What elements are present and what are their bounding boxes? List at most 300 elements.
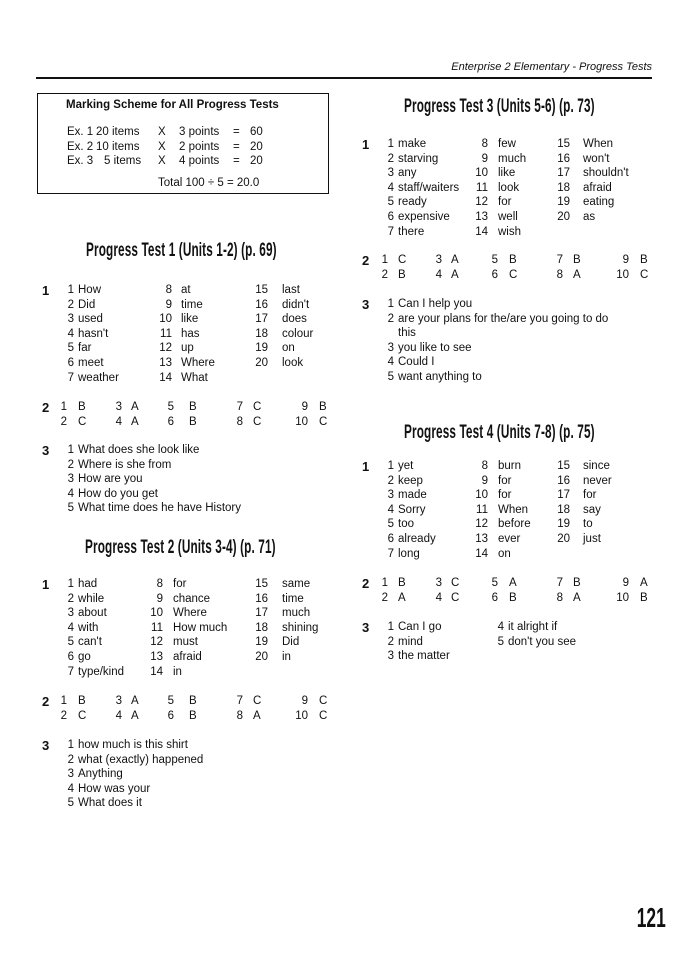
page-number: 121	[637, 902, 666, 933]
answer-text: with	[78, 621, 99, 634]
answer-text: for	[498, 474, 512, 487]
answer-letter: C	[451, 577, 460, 589]
answer-text: any	[398, 167, 417, 180]
answer-text: like	[181, 313, 199, 326]
answer-letter: C	[78, 415, 87, 428]
scheme-eq: =	[233, 126, 240, 138]
answer-text: you like to see	[398, 341, 472, 354]
answer-number: 10	[159, 313, 172, 326]
answer-number: 5	[497, 635, 504, 648]
scheme-ex: Ex. 2	[67, 140, 94, 153]
answer-number: 1	[67, 444, 74, 456]
answer-number: 17	[255, 607, 268, 620]
answer-text: yet	[398, 460, 414, 472]
answer-number: 9	[481, 152, 488, 165]
answer-number: 7	[556, 254, 563, 266]
answer-text: in	[173, 665, 182, 678]
answer-number: 5	[67, 502, 74, 515]
answer-number: 2	[67, 458, 74, 471]
answer-number: 2	[381, 591, 388, 604]
answer-text: since	[583, 460, 610, 472]
answer-number: 20	[255, 357, 268, 369]
exercise-number: 3	[42, 443, 50, 458]
answer-letter: A	[573, 268, 581, 281]
answer-text: Did	[282, 636, 300, 649]
answer-text: Where is she from	[78, 458, 172, 471]
section-title: Progress Test 1 (Units 1-2) (p. 69)	[86, 240, 277, 261]
answer-number: 6	[491, 591, 498, 604]
answer-text: Can I go	[398, 621, 442, 633]
answer-text: afraid	[583, 181, 612, 194]
section-title: Progress Test 4 (Units 7-8) (p. 75)	[404, 422, 595, 443]
answer-number: 9	[301, 401, 308, 413]
answer-number: 12	[159, 342, 172, 355]
scheme-x: X	[158, 140, 166, 153]
answer-number: 1	[67, 739, 74, 751]
marking-scheme-total: Total 100 ÷ 5 = 20.0	[158, 177, 260, 189]
answer-number: 1	[381, 254, 388, 266]
answer-text: in	[282, 651, 291, 663]
scheme-ex: Ex. 3	[67, 155, 94, 167]
answer-number: 3	[67, 768, 74, 781]
answer-letter: A	[451, 268, 459, 281]
exercise-number: 1	[42, 283, 50, 298]
exercise-number: 3	[362, 620, 370, 635]
answer-number: 2	[67, 753, 74, 766]
answer-text: What does it	[78, 797, 142, 810]
scheme-total: 20	[250, 155, 263, 167]
answer-number: 8	[165, 284, 172, 296]
scheme-items: 20 items	[96, 126, 140, 138]
answer-number: 5	[387, 196, 394, 209]
answer-number: 1	[60, 695, 67, 707]
answer-text: before	[498, 518, 531, 531]
answer-letter: C	[319, 709, 328, 722]
answer-number: 8	[156, 578, 163, 590]
answer-text: never	[583, 474, 612, 487]
answer-number: 12	[150, 636, 163, 649]
answer-text: make	[398, 138, 427, 150]
answer-text: Where	[181, 357, 215, 369]
answer-number: 16	[255, 592, 268, 605]
answer-text: Sorry	[398, 503, 426, 516]
answer-text: How are you	[78, 473, 143, 486]
answer-number: 18	[557, 181, 570, 194]
answer-letter: B	[509, 254, 517, 266]
answer-number: 7	[236, 401, 243, 413]
answer-text: for	[173, 578, 187, 590]
answer-number: 1	[387, 460, 394, 472]
answer-number: 6	[67, 357, 74, 369]
answer-text: must	[173, 636, 198, 649]
running-header: Enterprise 2 Elementary - Progress Tests	[451, 61, 652, 73]
answer-number: 6	[491, 268, 498, 281]
answer-letter: C	[253, 415, 262, 428]
answer-text: there	[398, 225, 425, 238]
answer-number: 4	[115, 709, 122, 722]
answer-letter: A	[131, 401, 139, 413]
answer-number: 2	[387, 312, 394, 325]
answer-letter: A	[509, 577, 517, 589]
answer-number: 2	[387, 152, 394, 165]
answer-number: 4	[67, 782, 74, 795]
answer-letter: A	[451, 254, 459, 266]
answer-letter: C	[253, 401, 262, 413]
exercise-number: 1	[362, 459, 370, 474]
answer-number: 11	[151, 621, 163, 634]
answer-text: didn't	[282, 298, 310, 311]
answer-text: When	[498, 503, 529, 516]
answer-number: 10	[150, 607, 163, 620]
answer-text: this	[398, 327, 416, 340]
answer-number: 11	[160, 327, 172, 340]
answer-number: 8	[481, 138, 488, 150]
answer-letter: A	[253, 709, 261, 722]
answer-text: for	[583, 489, 597, 502]
answer-number: 14	[475, 225, 488, 238]
answer-number: 4	[67, 621, 74, 634]
scheme-points: 3 points	[179, 126, 220, 138]
scheme-eq: =	[233, 155, 240, 167]
answer-text: on	[282, 342, 295, 355]
answer-number: 18	[557, 503, 570, 516]
answer-number: 8	[236, 415, 243, 428]
answer-text: weather	[78, 371, 119, 384]
answer-text: last	[282, 284, 300, 296]
answer-letter: C	[398, 254, 407, 266]
answer-number: 5	[67, 636, 74, 649]
answer-number: 4	[67, 487, 74, 500]
answer-text: can't	[78, 636, 102, 649]
answer-text: far	[78, 342, 92, 355]
answer-text: What does she look like	[78, 444, 200, 456]
answer-number: 15	[557, 138, 570, 150]
answer-number: 16	[557, 152, 570, 165]
answer-number: 6	[387, 533, 394, 545]
answer-text: about	[78, 607, 107, 620]
answer-number: 6	[387, 211, 394, 223]
answer-text: How	[78, 284, 102, 296]
answer-text: while	[78, 592, 105, 605]
answer-text: starving	[398, 152, 439, 165]
answer-number: 3	[115, 695, 122, 707]
answer-text: When	[583, 138, 614, 150]
answer-letter: C	[253, 695, 262, 707]
answer-number: 3	[67, 313, 74, 326]
answer-letter: B	[640, 254, 648, 266]
answer-number: 17	[557, 167, 570, 180]
answer-letter: B	[78, 401, 86, 413]
scheme-items: 10 items	[96, 140, 140, 153]
answer-text: go	[78, 651, 91, 663]
answer-number: 1	[67, 284, 74, 296]
scheme-x: X	[158, 126, 166, 138]
answer-number: 3	[387, 489, 394, 502]
answer-letter: C	[319, 695, 328, 707]
answer-number: 3	[115, 401, 122, 413]
answer-letter: A	[131, 709, 139, 722]
answer-letter: A	[573, 591, 581, 604]
answer-number: 9	[622, 577, 629, 589]
answer-text: staff/waiters	[398, 181, 460, 194]
scheme-points: 4 points	[179, 155, 220, 167]
section-title: Progress Test 2 (Units 3-4) (p. 71)	[85, 537, 276, 558]
answer-number: 8	[556, 591, 563, 604]
answer-text: the matter	[398, 650, 450, 663]
answer-number: 5	[67, 797, 74, 810]
answer-number: 13	[159, 357, 172, 369]
answer-text: meet	[78, 357, 104, 369]
answer-text: on	[498, 547, 511, 560]
answer-number: 5	[387, 518, 394, 531]
answer-letter: B	[640, 591, 648, 604]
answer-number: 4	[67, 327, 74, 340]
answer-number: 2	[60, 709, 67, 722]
answer-number: 1	[381, 577, 388, 589]
answer-number: 1	[60, 401, 67, 413]
answer-text: up	[181, 342, 194, 355]
answer-number: 3	[387, 650, 394, 663]
answer-text: shouldn't	[583, 167, 629, 180]
answer-number: 4	[387, 181, 394, 194]
answer-text: like	[498, 167, 516, 180]
answer-text: look	[498, 181, 520, 194]
answer-number: 4	[115, 415, 122, 428]
answer-number: 5	[67, 342, 74, 355]
answer-letter: A	[131, 415, 139, 428]
answer-text: say	[583, 503, 601, 516]
answer-number: 7	[67, 665, 74, 678]
answer-number: 2	[381, 268, 388, 281]
answer-letter: A	[398, 591, 406, 604]
answer-number: 5	[491, 254, 498, 266]
answer-number: 2	[387, 635, 394, 648]
section-title: Progress Test 3 (Units 5-6) (p. 73)	[404, 96, 595, 117]
answer-letter: B	[573, 577, 581, 589]
answer-number: 1	[387, 298, 394, 310]
answer-number: 7	[387, 547, 394, 560]
answer-number: 18	[255, 327, 268, 340]
answer-text: made	[398, 489, 427, 502]
answer-number: 14	[159, 371, 172, 384]
answer-number: 7	[236, 695, 243, 707]
answer-letter: C	[451, 591, 460, 604]
answer-text: Can I help you	[398, 298, 473, 310]
answer-text: long	[398, 547, 420, 560]
answer-number: 10	[295, 415, 308, 428]
answer-number: 3	[387, 341, 394, 354]
answer-text: afraid	[173, 651, 202, 663]
answer-text: What time does he have History	[78, 502, 241, 515]
answer-number: 3	[435, 577, 442, 589]
answer-text: expensive	[398, 211, 450, 223]
answer-text: type/kind	[78, 665, 125, 678]
answer-letter: A	[640, 577, 648, 589]
answer-text: for	[498, 489, 512, 502]
answer-text: time	[181, 298, 203, 311]
answer-number: 5	[491, 577, 498, 589]
answer-number: 9	[165, 298, 172, 311]
answer-number: 13	[475, 211, 488, 223]
answer-number: 2	[60, 415, 67, 428]
answer-letter: B	[189, 709, 197, 722]
answer-text: same	[282, 578, 311, 590]
answer-number: 10	[475, 489, 488, 502]
answer-number: 20	[557, 211, 570, 223]
answer-number: 7	[556, 577, 563, 589]
answer-number: 6	[167, 709, 174, 722]
answer-text: How much	[173, 621, 228, 634]
answer-letter: B	[509, 591, 517, 604]
answer-text: well	[498, 211, 518, 223]
answer-text: shining	[282, 621, 319, 634]
answer-number: 5	[387, 371, 394, 383]
answer-number: 6	[67, 651, 74, 663]
answer-text: Anything	[78, 768, 123, 781]
answer-letter: C	[509, 268, 518, 281]
answer-number: 5	[167, 401, 174, 413]
answer-number: 12	[475, 196, 488, 209]
answer-text: ready	[398, 196, 427, 209]
answer-number: 9	[301, 695, 308, 707]
answer-number: 20	[557, 533, 570, 545]
answer-text: it alright if	[508, 621, 558, 633]
answer-number: 17	[255, 313, 268, 326]
exercise-number: 2	[42, 400, 50, 415]
answer-number: 16	[557, 474, 570, 487]
answer-text: time	[282, 592, 304, 605]
answer-number: 3	[67, 607, 74, 620]
scheme-total: 60	[250, 126, 263, 138]
answer-text: hasn't	[78, 327, 109, 340]
answer-number: 18	[255, 621, 268, 634]
answer-number: 4	[435, 591, 442, 604]
answer-letter: B	[189, 415, 197, 428]
exercise-number: 1	[42, 577, 50, 592]
answer-text: already	[398, 533, 436, 545]
answer-number: 19	[255, 636, 268, 649]
answer-text: just	[583, 533, 601, 545]
answer-text: ever	[498, 533, 521, 545]
answer-text: don't you see	[508, 635, 577, 648]
scheme-total: 20	[250, 140, 263, 153]
answer-text: How was your	[78, 782, 151, 795]
answer-number: 14	[475, 547, 488, 560]
answer-text: had	[78, 578, 98, 590]
answer-text: used	[78, 313, 103, 326]
answer-number: 3	[67, 473, 74, 486]
answer-text: has	[181, 327, 200, 340]
exercise-number: 1	[362, 137, 370, 152]
answer-text: does	[282, 313, 307, 326]
answer-number: 9	[622, 254, 629, 266]
exercise-number: 3	[42, 738, 50, 753]
marking-scheme-title: Marking Scheme for All Progress Tests	[66, 99, 279, 111]
answer-text: too	[398, 518, 414, 531]
answer-number: 8	[481, 460, 488, 472]
answer-number: 1	[67, 578, 74, 590]
answer-number: 2	[67, 298, 74, 311]
scheme-items: 5 items	[104, 155, 142, 167]
answer-number: 13	[475, 533, 488, 545]
answer-number: 6	[167, 415, 174, 428]
answer-letter: B	[189, 695, 197, 707]
answer-text: Did	[78, 298, 96, 311]
answer-number: 11	[476, 503, 488, 516]
answer-number: 8	[236, 709, 243, 722]
answer-number: 7	[67, 371, 74, 384]
answer-number: 4	[387, 503, 394, 516]
answer-number: 10	[616, 591, 629, 604]
answer-text: much	[282, 607, 311, 620]
answer-number: 9	[481, 474, 488, 487]
answer-text: eating	[583, 196, 615, 209]
answer-number: 10	[475, 167, 488, 180]
answer-number: 10	[295, 709, 308, 722]
answer-number: 13	[150, 651, 163, 663]
answer-text: wish	[498, 225, 522, 238]
answer-text: how much is this shirt	[78, 739, 188, 751]
answer-number: 1	[387, 621, 394, 633]
answer-letter: B	[189, 401, 197, 413]
answer-text: keep	[398, 474, 423, 487]
answer-text: burn	[498, 460, 522, 472]
answer-letter: B	[78, 695, 86, 707]
answer-number: 17	[557, 489, 570, 502]
answer-letter: B	[319, 401, 327, 413]
answer-number: 19	[255, 342, 268, 355]
answer-number: 14	[150, 665, 163, 678]
answer-text: won't	[583, 152, 610, 165]
answer-text: What	[181, 371, 208, 384]
answer-text: for	[498, 196, 512, 209]
answer-text: chance	[173, 592, 211, 605]
answer-text: are your plans for the/are you going to do	[398, 312, 609, 325]
answer-text: at	[181, 284, 191, 296]
answer-text: what (exactly) happened	[78, 753, 204, 766]
exercise-number: 2	[42, 694, 50, 709]
answer-number: 20	[255, 651, 268, 663]
answer-number: 4	[435, 268, 442, 281]
answer-text: want anything to	[398, 371, 482, 383]
answer-letter: B	[398, 577, 406, 589]
exercise-number: 2	[362, 576, 370, 591]
answer-number: 4	[387, 356, 394, 369]
answer-letter: C	[78, 709, 87, 722]
answer-text: How do you get	[78, 487, 158, 500]
answer-number: 15	[557, 460, 570, 472]
scheme-ex: Ex. 1	[67, 126, 94, 138]
answer-number: 2	[67, 592, 74, 605]
answer-number: 19	[557, 518, 570, 531]
scheme-x: X	[158, 155, 166, 167]
exercise-number: 2	[362, 253, 370, 268]
answer-number: 3	[435, 254, 442, 266]
header-rule	[36, 77, 652, 79]
answer-letter: B	[573, 254, 581, 266]
answer-text: mind	[398, 635, 423, 648]
answer-text: to	[583, 518, 593, 531]
answer-number: 5	[167, 695, 174, 707]
answer-number: 10	[616, 268, 629, 281]
answer-number: 1	[387, 138, 394, 150]
answer-number: 16	[255, 298, 268, 311]
answer-number: 7	[387, 225, 394, 238]
answer-letter: B	[398, 268, 406, 281]
answer-letter: C	[319, 415, 328, 428]
scheme-eq: =	[233, 140, 240, 153]
answer-number: 19	[557, 196, 570, 209]
